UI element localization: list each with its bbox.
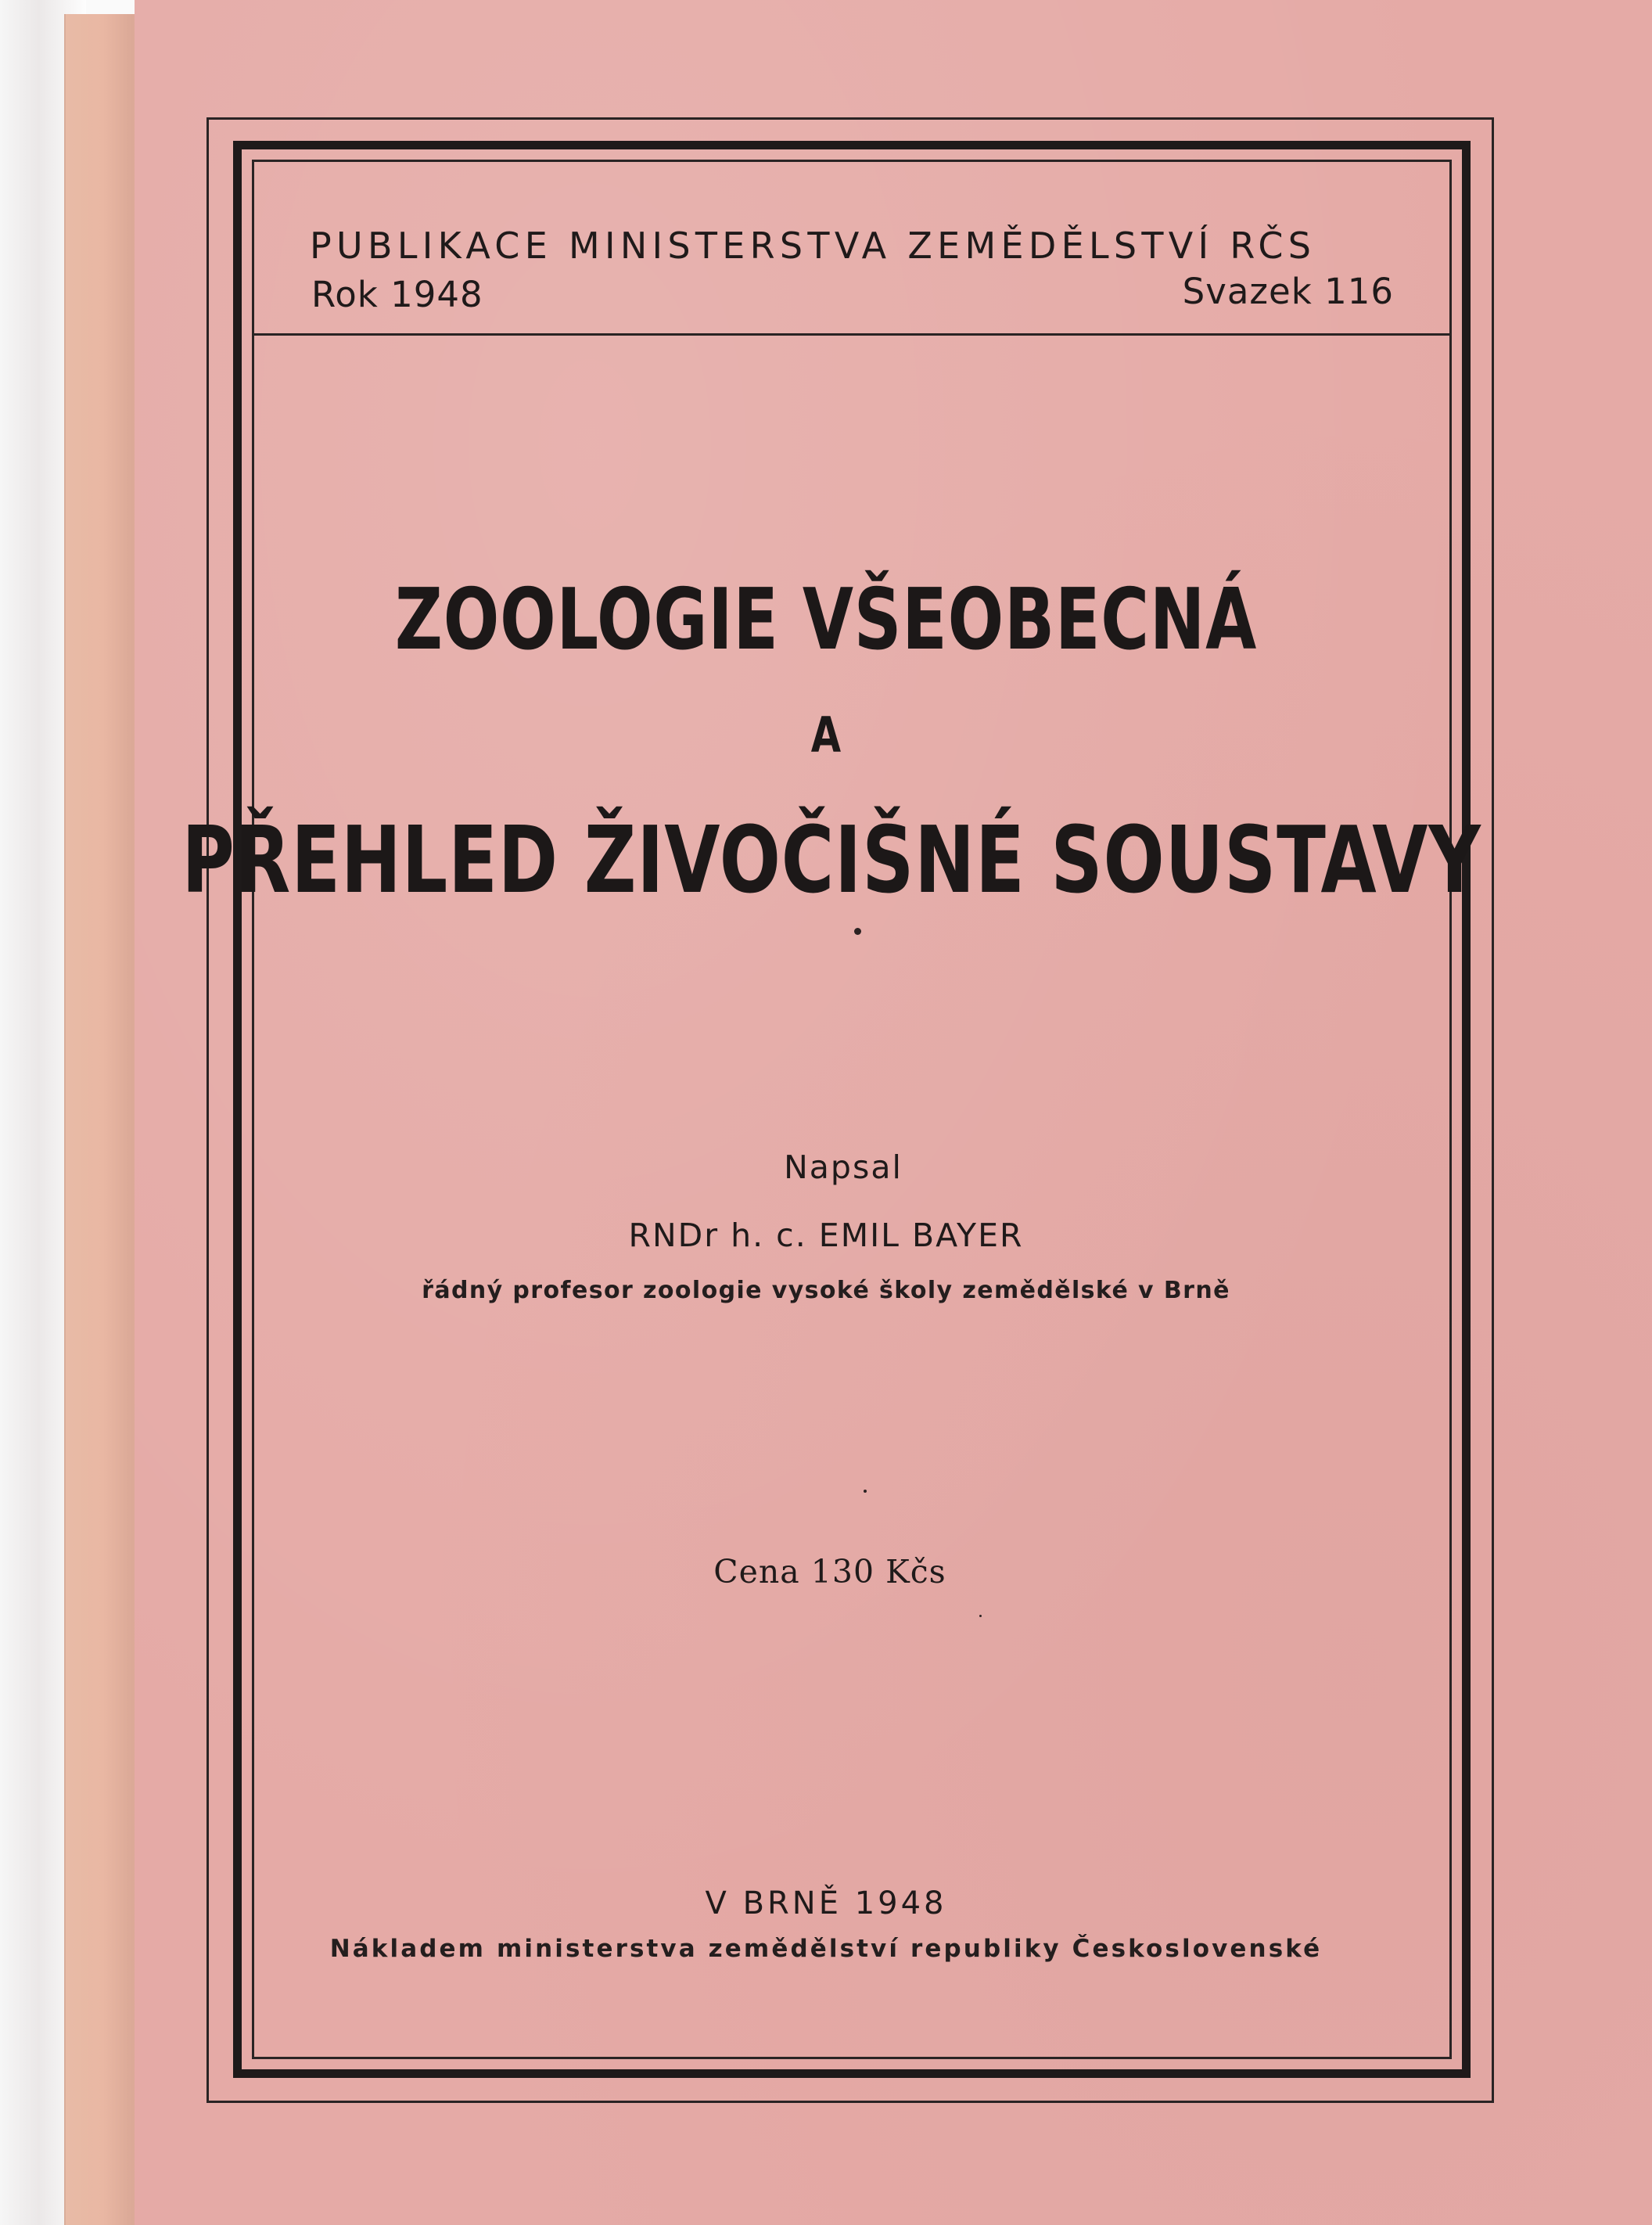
price: Cena 130 Kčs bbox=[713, 1553, 946, 1591]
print-speck bbox=[854, 928, 861, 935]
book-title-conjunction: A bbox=[810, 706, 842, 764]
author-name: RNDr h. c. EMIL BAYER bbox=[628, 1217, 1024, 1254]
imprint-publisher: Nákladem ministerstva zemědělství republiky Československé bbox=[329, 1935, 1323, 1963]
cover-frame-inner bbox=[252, 160, 1452, 2059]
print-speck bbox=[979, 1615, 982, 1617]
header-divider bbox=[254, 333, 1449, 336]
print-speck bbox=[864, 1490, 867, 1493]
series-heading: PUBLIKACE MINISTERSTVA ZEMĚDĚLSTVÍ RČS bbox=[310, 225, 1316, 267]
book-title-line-1: ZOOLOGIE VŠEOBECNÁ bbox=[394, 571, 1258, 669]
volume-number: Svazek 116 bbox=[1182, 271, 1394, 312]
book-title-line-2: PŘEHLED ŽIVOČIŠNÉ SOUSTAVY bbox=[181, 806, 1481, 914]
publication-year: Rok 1948 bbox=[311, 274, 483, 315]
author-intro: Napsal bbox=[784, 1148, 903, 1186]
imprint-place-year: V BRNĚ 1948 bbox=[705, 1885, 947, 1921]
author-position: řádný profesor zoologie vysoké školy zemědělské v Brně bbox=[422, 1277, 1230, 1304]
